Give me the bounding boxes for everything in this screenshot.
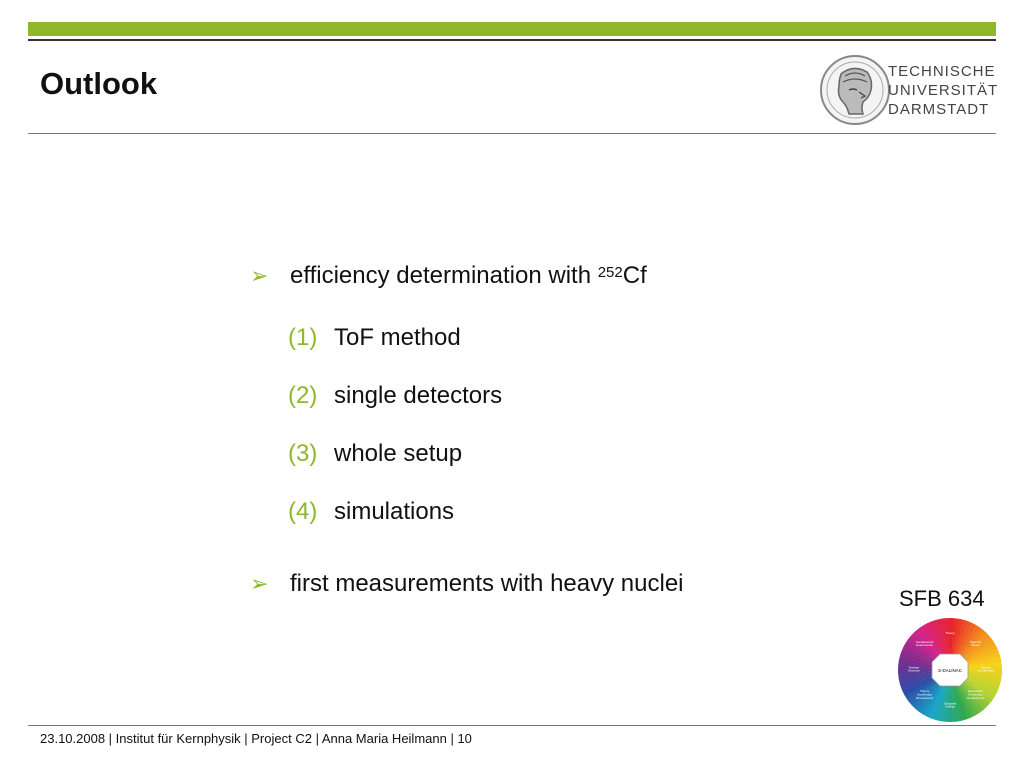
list-item-number: (1) xyxy=(288,324,318,351)
list-item xyxy=(288,382,502,410)
list-item-text: simulations xyxy=(334,498,455,525)
logo-line-3: DARMSTADT xyxy=(888,101,990,118)
header-divider xyxy=(28,39,996,41)
isotope-mass-number: 252 xyxy=(597,264,623,281)
header-accent-bar xyxy=(28,22,996,36)
wheel-segment-label: Nuclear Astrophysics xyxy=(977,665,995,673)
bullet-arrow-icon: ➢ xyxy=(250,571,269,596)
list-item-number: (4) xyxy=(288,498,318,525)
logo-line-1: TECHNISCHE xyxy=(888,63,996,80)
bullet-heavy-nuclei xyxy=(250,570,684,598)
isotope-symbol: Cf xyxy=(622,262,647,289)
bullet-efficiency xyxy=(250,262,647,290)
wheel-segment-label: Theory xyxy=(945,631,955,635)
list-item-text: whole setup xyxy=(334,440,463,467)
list-item-text: single detectors xyxy=(334,382,503,409)
athena-head-icon xyxy=(819,54,891,126)
wheel-segment-label: Spectral Chaos xyxy=(969,639,981,648)
list-item-number: (2) xyxy=(288,382,318,409)
footer-divider xyxy=(28,725,996,726)
sfb-wheel-diagram xyxy=(896,616,1004,724)
list-item-number: (3) xyxy=(288,440,318,467)
bullet-text: efficiency determination with xyxy=(290,262,598,289)
wheel-segment-label: Theory Accelerator Development xyxy=(915,689,934,700)
logo-line-2: UNIVERSITÄT xyxy=(888,82,999,99)
list-item xyxy=(288,324,461,352)
wheel-segment-label: Nuclear Structure xyxy=(907,665,921,673)
slide-title: Outlook xyxy=(40,66,158,101)
footer-text: 23.10.2008 | Institut für Kernphysik | Project C2 | Anna Maria Heilmann | 10 xyxy=(40,731,472,746)
wheel-segment-label: Graduate College xyxy=(943,701,957,709)
bullet-arrow-icon: ➢ xyxy=(250,263,269,288)
list-item xyxy=(288,440,462,468)
tu-darmstadt-logo xyxy=(803,50,1013,132)
bullet-text: first measurements with heavy nuclei xyxy=(290,570,684,597)
list-item xyxy=(288,498,454,526)
sfb-center-label: S-DALINAC xyxy=(937,668,963,673)
list-item-text: ToF method xyxy=(334,324,461,351)
title-divider xyxy=(28,133,996,134)
wheel-segment-label: Experiment Accelerator Development xyxy=(966,689,985,700)
wheel-segment-label: Fundamental Experiments xyxy=(915,639,934,648)
sfb-label: SFB 634 xyxy=(899,586,985,611)
